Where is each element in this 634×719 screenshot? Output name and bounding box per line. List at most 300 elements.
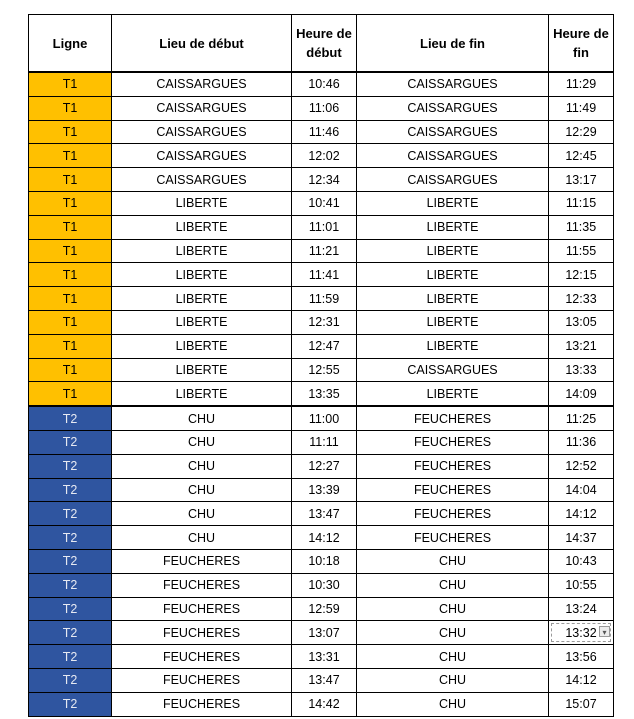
cell-ligne[interactable] [29,526,112,550]
cell-lieu-fin[interactable] [357,382,549,406]
cell-text: 14:42 [308,697,340,712]
cell-text: CHU [187,530,216,545]
cell-text: CHU [438,625,467,640]
cell-text: 11:35 [565,220,597,235]
cell-text: 13:47 [308,506,340,521]
cell-text: 12:27 [308,459,340,474]
cell-text: CAISSARGUES [156,77,247,92]
table-row [29,191,614,215]
cell-lieu-fin[interactable] [357,168,549,192]
cell-heure-debut[interactable] [292,406,357,430]
cell-text: LIBERTE [426,386,479,401]
cell-text: T2 [62,482,78,497]
cell-lieu-debut[interactable] [112,478,292,502]
cell-text: 12:52 [565,459,597,474]
table-row [29,621,614,645]
cell-lieu-debut[interactable] [112,526,292,550]
cell-lieu-debut[interactable] [112,597,292,621]
cell-heure-debut[interactable] [292,549,357,573]
cell-text: T1 [62,101,78,116]
cell-ligne[interactable] [29,549,112,573]
cell-heure-fin[interactable] [549,263,614,287]
cell-heure-debut[interactable] [292,334,357,358]
cell-text: FEUCHERES [413,435,492,450]
cell-text: 12:02 [308,148,340,163]
table-row [29,478,614,502]
cell-text: 13:07 [308,625,340,640]
cell-text: LIBERTE [426,243,479,258]
cell-text: 11:11 [309,435,339,450]
cell-text: T2 [62,649,78,664]
cell-lieu-fin[interactable] [357,645,549,669]
cell-text: FEUCHERES [162,649,241,664]
header-lieu-debut[interactable]: Lieu de début [112,15,292,73]
cell-text: 13:21 [565,339,597,354]
cell-ligne[interactable] [29,502,112,526]
cell-ligne[interactable] [29,239,112,263]
cell-text: T2 [62,601,78,616]
table-row [29,239,614,263]
cell-ligne[interactable] [29,692,112,716]
cell-text: 13:56 [565,649,597,664]
cell-lieu-debut[interactable] [112,263,292,287]
cell-text: T2 [62,578,78,593]
cell-text: CHU [187,435,216,450]
cell-ligne[interactable] [29,168,112,192]
cell-lieu-debut[interactable] [112,72,292,96]
cell-heure-debut[interactable] [292,72,357,96]
cell-text: FEUCHERES [162,697,241,712]
cell-heure-fin[interactable] [549,334,614,358]
cell-text: 12:33 [565,291,597,306]
cell-text: LIBERTE [175,362,228,377]
cell-text: T1 [62,77,78,92]
cell-text: FEUCHERES [162,554,241,569]
cell-lieu-fin[interactable] [357,526,549,550]
cell-heure-debut[interactable] [292,191,357,215]
cell-lieu-fin[interactable] [357,502,549,526]
cell-text: T2 [62,506,78,521]
cell-heure-fin[interactable] [549,215,614,239]
cell-text: 12:15 [565,267,597,282]
cell-heure-debut[interactable] [292,430,357,454]
cell-ligne[interactable] [29,215,112,239]
table-row [29,215,614,239]
cell-text: CAISSARGUES [156,148,247,163]
cell-lieu-debut[interactable] [112,96,292,120]
table-row [29,120,614,144]
cell-text: 14:12 [565,506,597,521]
cell-text: 13:24 [565,601,597,616]
cell-ligne[interactable] [29,287,112,311]
cell-heure-fin[interactable] [549,406,614,430]
cell-text: 15:07 [565,697,597,712]
cell-text: LIBERTE [175,315,228,330]
cell-text: T1 [62,148,78,163]
cell-text: CAISSARGUES [407,362,498,377]
cell-text: T2 [62,625,78,640]
cell-text: 13:05 [565,315,597,330]
cell-ligne[interactable] [29,645,112,669]
cell-lieu-debut[interactable] [112,358,292,382]
cell-text: 12:59 [308,601,340,616]
cell-text: LIBERTE [426,196,479,211]
cell-text: T1 [62,220,78,235]
cell-heure-debut[interactable] [292,358,357,382]
cell-lieu-fin[interactable] [357,573,549,597]
cell-lieu-debut[interactable] [112,334,292,358]
cell-heure-debut[interactable] [292,597,357,621]
cell-text: 12:45 [565,148,597,163]
cell-lieu-debut[interactable] [112,430,292,454]
cell-heure-fin[interactable] [549,430,614,454]
chevron-down-icon[interactable]: ▾ [599,626,610,637]
cell-text: LIBERTE [175,339,228,354]
cell-heure-debut[interactable] [292,454,357,478]
cell-text: CHU [438,673,467,688]
cell-text: 14:09 [565,386,597,401]
cell-text: 11:41 [308,267,340,282]
cell-text: CHU [438,649,467,664]
cell-lieu-fin[interactable] [357,668,549,692]
cell-heure-debut[interactable] [292,573,357,597]
cell-lieu-fin[interactable] [357,478,549,502]
cell-text: 14:12 [308,530,340,545]
cell-ligne[interactable] [29,334,112,358]
table-row [29,645,614,669]
table-row [29,454,614,478]
table-row [29,96,614,120]
cell-lieu-debut[interactable] [112,668,292,692]
cell-text: FEUCHERES [162,673,241,688]
cell-text: 12:55 [308,362,340,377]
cell-text: 14:37 [565,530,597,545]
cell-lieu-fin[interactable] [357,454,549,478]
cell-lieu-fin[interactable] [357,334,549,358]
cell-text: 13:35 [308,386,340,401]
cell-lieu-debut[interactable] [112,191,292,215]
cell-heure-fin[interactable] [549,549,614,573]
cell-text: T1 [62,196,78,211]
cell-text: 11:59 [308,291,340,306]
cell-lieu-debut[interactable] [112,144,292,168]
schedule-table [28,14,614,717]
cell-text: CHU [187,506,216,521]
cell-heure-debut[interactable] [292,502,357,526]
header-heure-debut[interactable]: Heure de début [292,15,357,73]
cell-ligne[interactable] [29,310,112,334]
cell-ligne[interactable] [29,406,112,430]
cell-heure-fin[interactable] [549,645,614,669]
cell-lieu-debut[interactable] [112,645,292,669]
cell-lieu-debut[interactable] [112,239,292,263]
cell-text: CHU [187,482,216,497]
cell-lieu-fin[interactable] [357,96,549,120]
cell-text: LIBERTE [426,267,479,282]
table-row [29,72,614,96]
cell-lieu-debut[interactable] [112,168,292,192]
cell-ligne[interactable] [29,573,112,597]
cell-lieu-debut[interactable] [112,215,292,239]
cell-lieu-fin[interactable] [357,144,549,168]
header-heure-fin[interactable]: Heure de fin [549,15,614,73]
cell-text: T1 [62,362,78,377]
cell-text: 14:04 [565,482,597,497]
cell-text: 10:30 [308,578,340,593]
cell-text: 11:29 [565,77,597,92]
cell-ligne[interactable] [29,191,112,215]
cell-text: 11:46 [308,124,340,139]
cell-heure-debut[interactable] [292,692,357,716]
cell-heure-debut[interactable] [292,621,357,645]
cell-text: 10:46 [308,77,340,92]
cell-text: T1 [62,291,78,306]
cell-text: LIBERTE [175,243,228,258]
cell-heure-fin[interactable] [549,72,614,96]
cell-ligne[interactable] [29,430,112,454]
cell-ligne[interactable] [29,144,112,168]
cell-lieu-fin[interactable] [357,239,549,263]
cell-heure-fin[interactable] [549,478,614,502]
cell-text: 13:31 [308,649,340,664]
cell-text: T1 [62,172,78,187]
cell-heure-debut[interactable] [292,96,357,120]
header-lieu-fin[interactable]: Lieu de fin [357,15,549,73]
table-row [29,168,614,192]
cell-text: 12:34 [308,172,340,187]
cell-text: 12:29 [565,124,597,139]
cell-text: T1 [62,243,78,258]
cell-lieu-fin[interactable] [357,191,549,215]
cell-text: CHU [438,601,467,616]
cell-text: 11:01 [308,220,340,235]
cell-ligne[interactable] [29,454,112,478]
cell-heure-fin[interactable] [549,668,614,692]
cell-text: CHU [438,554,467,569]
cell-text: 13:39 [308,482,340,497]
cell-lieu-fin[interactable] [357,621,549,645]
cell-ligne[interactable] [29,263,112,287]
cell-lieu-debut[interactable] [112,310,292,334]
cell-text: FEUCHERES [413,506,492,521]
cell-heure-fin[interactable] [549,621,614,645]
cell-text: LIBERTE [175,291,228,306]
cell-text: 14:12 [565,673,597,688]
cell-text: T2 [62,530,78,545]
cell-text: 12:31 [308,315,340,330]
cell-lieu-debut[interactable] [112,120,292,144]
cell-text: LIBERTE [175,196,228,211]
cell-heure-fin[interactable] [549,120,614,144]
cell-heure-fin[interactable] [549,454,614,478]
cell-lieu-debut[interactable] [112,502,292,526]
cell-lieu-debut[interactable] [112,573,292,597]
table-row [29,287,614,311]
cell-text: T1 [62,124,78,139]
cell-text: 10:43 [565,554,597,569]
table-body [29,72,614,716]
cell-text: CHU [187,459,216,474]
cell-heure-fin[interactable] [549,502,614,526]
cell-heure-debut[interactable] [292,287,357,311]
cell-ligne[interactable] [29,621,112,645]
cell-ligne[interactable] [29,478,112,502]
cell-heure-debut[interactable] [292,239,357,263]
cell-heure-fin[interactable] [549,144,614,168]
cell-lieu-debut[interactable] [112,621,292,645]
cell-text: 13:33 [565,362,597,377]
table-row [29,310,614,334]
cell-heure-fin[interactable] [549,191,614,215]
cell-lieu-fin[interactable] [357,597,549,621]
cell-lieu-debut[interactable] [112,549,292,573]
cell-text: FEUCHERES [413,459,492,474]
cell-text: LIBERTE [426,315,479,330]
cell-heure-fin[interactable] [549,96,614,120]
cell-text: FEUCHERES [162,578,241,593]
cell-text: 13:32 [565,625,597,640]
cell-text: LIBERTE [426,339,479,354]
cell-heure-debut[interactable] [292,168,357,192]
cell-heure-fin[interactable] [549,310,614,334]
cell-text: T1 [62,315,78,330]
cell-ligne[interactable] [29,120,112,144]
table-row [29,573,614,597]
cell-text: CAISSARGUES [407,124,498,139]
cell-ligne[interactable] [29,668,112,692]
cell-text: CAISSARGUES [156,101,247,116]
table-row [29,502,614,526]
header-row [29,15,614,73]
cell-text: FEUCHERES [413,482,492,497]
cell-heure-debut[interactable] [292,263,357,287]
table-row [29,382,614,406]
cell-text: 13:17 [565,172,597,187]
cell-text: CAISSARGUES [156,172,247,187]
cell-heure-debut[interactable] [292,120,357,144]
cell-text: LIBERTE [175,267,228,282]
cell-lieu-debut[interactable] [112,406,292,430]
cell-text: CHU [438,578,467,593]
cell-heure-fin[interactable] [549,358,614,382]
cell-lieu-debut[interactable] [112,692,292,716]
cell-text: 11:55 [565,243,597,258]
cell-text: T2 [62,554,78,569]
cell-lieu-debut[interactable] [112,287,292,311]
table-row [29,406,614,430]
cell-heure-debut[interactable] [292,215,357,239]
cell-text: CHU [187,411,216,426]
cell-heure-fin[interactable] [549,239,614,263]
cell-text: 11:06 [308,101,340,116]
cell-lieu-fin[interactable] [357,549,549,573]
cell-text: LIBERTE [175,386,228,401]
cell-text: T2 [62,411,78,426]
table-row [29,334,614,358]
cell-heure-debut[interactable] [292,478,357,502]
cell-lieu-fin[interactable] [357,120,549,144]
cell-heure-debut[interactable] [292,645,357,669]
cell-text: CAISSARGUES [407,172,498,187]
cell-lieu-debut[interactable] [112,454,292,478]
table-row [29,430,614,454]
cell-text: 11:25 [565,411,597,426]
cell-text: FEUCHERES [162,601,241,616]
cell-heure-debut[interactable] [292,526,357,550]
table-row [29,692,614,716]
cell-heure-fin[interactable] [549,526,614,550]
cell-ligne[interactable] [29,96,112,120]
cell-heure-fin[interactable] [549,692,614,716]
cell-text: CAISSARGUES [407,148,498,163]
cell-text: LIBERTE [426,291,479,306]
cell-ligne[interactable] [29,72,112,96]
cell-lieu-fin[interactable] [357,263,549,287]
cell-lieu-fin[interactable] [357,692,549,716]
cell-text: 12:47 [308,339,340,354]
cell-heure-fin[interactable] [549,382,614,406]
cell-heure-debut[interactable] [292,382,357,406]
cell-ligne[interactable] [29,382,112,406]
cell-text: T2 [62,673,78,688]
cell-lieu-fin[interactable] [357,406,549,430]
cell-lieu-fin[interactable] [357,72,549,96]
cell-text: LIBERTE [175,220,228,235]
cell-lieu-debut[interactable] [112,382,292,406]
table-row [29,263,614,287]
cell-heure-fin[interactable] [549,597,614,621]
cell-text: 11:49 [565,101,597,116]
cell-text: 11:15 [565,196,597,211]
cell-text: T2 [62,435,78,450]
cell-text: 11:36 [565,435,597,450]
cell-lieu-fin[interactable] [357,287,549,311]
table-row [29,526,614,550]
header-ligne[interactable]: Ligne [29,15,112,73]
cell-ligne[interactable] [29,597,112,621]
cell-text: T1 [62,339,78,354]
cell-heure-debut[interactable] [292,310,357,334]
cell-text: CAISSARGUES [407,77,498,92]
cell-text: 10:18 [308,554,340,569]
cell-heure-debut[interactable] [292,668,357,692]
cell-ligne[interactable] [29,358,112,382]
cell-text: CAISSARGUES [407,101,498,116]
cell-heure-debut[interactable] [292,144,357,168]
cell-text: 11:21 [308,243,340,258]
cell-text: FEUCHERES [162,625,241,640]
cell-text: FEUCHERES [413,530,492,545]
cell-text: 10:41 [308,196,340,211]
cell-lieu-fin[interactable] [357,215,549,239]
cell-text: CAISSARGUES [156,124,247,139]
cell-text: FEUCHERES [413,411,492,426]
cell-lieu-fin[interactable] [357,430,549,454]
table-row [29,549,614,573]
cell-text: 13:47 [308,673,340,688]
cell-text: T2 [62,459,78,474]
cell-heure-fin[interactable] [549,287,614,311]
cell-heure-fin[interactable] [549,168,614,192]
cell-text: T1 [62,386,78,401]
table-row [29,597,614,621]
cell-text: T2 [62,697,78,712]
cell-lieu-fin[interactable] [357,358,549,382]
table-row [29,668,614,692]
cell-lieu-fin[interactable] [357,310,549,334]
cell-heure-fin[interactable] [549,573,614,597]
cell-text: 10:55 [565,578,597,593]
